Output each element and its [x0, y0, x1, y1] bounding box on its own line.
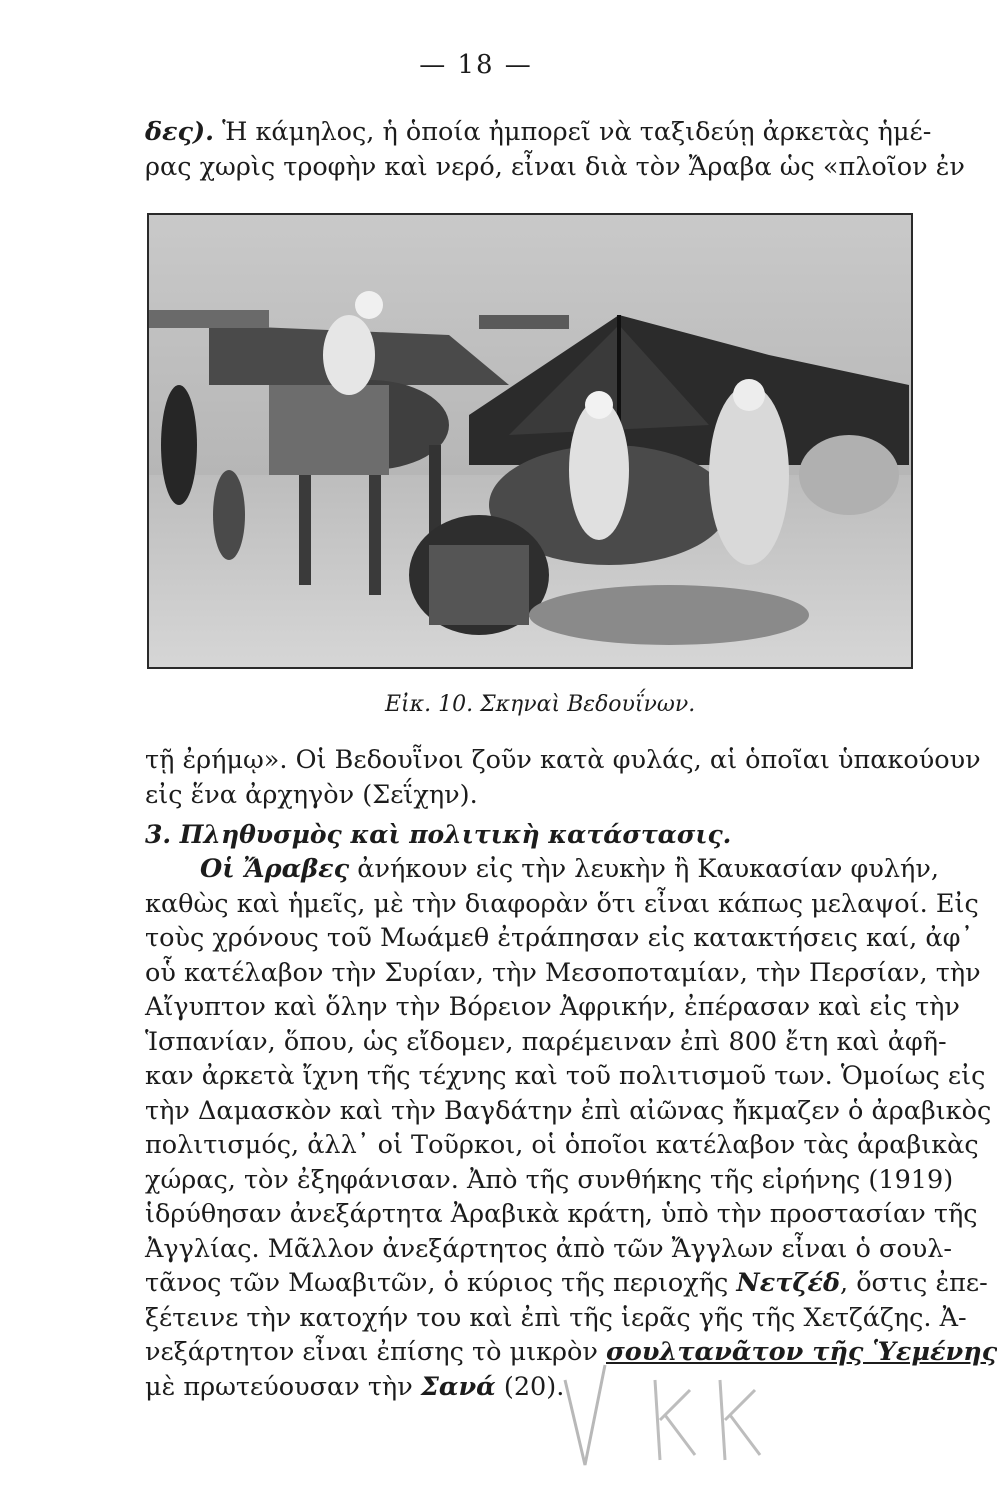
photo-illustration	[149, 215, 911, 667]
text-line: Ἱσπανίαν, ὅπου, ὡς εἴδομεν, παρέμειναν ἐπὶ 800 ἔτη καὶ ἀφῆ-	[145, 1026, 947, 1057]
text-line: ἱδρύθησαν ἀνεξάρτητα Ἀραβικὰ κράτη, ὑπὸ τὴν προστασίαν τῆς	[145, 1199, 978, 1229]
text-line: ρας χωρὶς τροφὴν καὶ νερό, εἶναι διὰ τὸν Ἄραβα ὡς «πλοῖον ἐν	[145, 151, 965, 182]
text-line	[145, 1266, 988, 1301]
text-line: τὴν Δαμασκὸν καὶ τὴν Βαγδάτην ἐπὶ αἰῶνας ἤκμαζεν ὁ ἀραβικὸς	[145, 1095, 992, 1126]
text-fragment: νεξάρτητον εἶναι ἐπίσης τὸ μικρὸν	[145, 1337, 606, 1367]
page-number: — 18 —	[419, 50, 533, 80]
text-line: ξέτεινε τὴν κατοχήν του καὶ ἐπὶ τῆς ἱερᾶς γῆς τῆς Χετζάζης. Ἀ-	[145, 1302, 967, 1333]
text-line: εἰς ἕνα ἀρχηγὸν (Σεΐχην).	[145, 779, 478, 810]
text-fragment: ἀνήκουν εἰς τὴν λευκὴν ἢ Καυκασίαν φυλήν,	[349, 854, 939, 884]
text-line	[145, 1335, 997, 1370]
text-line: χώρας, τὸν ἐξηφάνισαν. Ἀπὸ τῆς συνθήκης τῆς εἰρήνης (1919)	[145, 1164, 954, 1195]
pencil-marks	[555, 1360, 775, 1470]
text-line	[145, 852, 939, 887]
text-line: οὗ κατέλαβον τὴν Συρίαν, τὴν Μεσοποταμίαν, τὴν Περσίαν, τὴν	[145, 957, 981, 988]
text-line: πολιτισμός, ἀλλ᾽ οἱ Τοῦρκοι, οἱ ὁποῖοι κατέλαβον τὰς ἀραβικὰς	[145, 1130, 979, 1160]
text-line: καθὼς καὶ ἡμεῖς, μὲ τὴν διαφορὰν ὅτι εἶναι κάπως μελαψοί. Εἰς	[145, 888, 979, 919]
paragraph-1	[145, 743, 981, 812]
text-fragment: (20).	[495, 1371, 565, 1402]
text-line: τῇ ἐρήμῳ». Οἱ Βεδουῗνοι ζοῦν κατὰ φυλάς, αἱ ὁποῖαι ὑπακούουν	[145, 745, 981, 775]
text-line: καν ἀρκετὰ ἴχνη τῆς τέχνης καὶ τοῦ πολιτισμοῦ των. Ὁμοίως εἰς	[145, 1061, 986, 1091]
section-heading: 3. Πληθυσμὸς καὶ πολιτικὴ κατάστασις.	[145, 820, 732, 849]
text-line	[145, 1370, 905, 1405]
text-line	[145, 115, 932, 150]
figure-caption: Εἰκ. 10. Σκηναὶ Βεδουΐνων.	[385, 692, 696, 717]
text-fragment: Ἡ κάμηλος, ἡ ὁποία ἠμπορεῖ νὰ ταξιδεύῃ ἀρκετὰς ἡμέ-	[213, 117, 932, 147]
text-fragment: μὲ πρωτεύουσαν τὴν	[145, 1371, 421, 1402]
bold-fragment: Σανά	[420, 1371, 496, 1402]
bold-fragment: Νετζέδ	[736, 1268, 840, 1298]
text-fragment: τᾶνος τῶν Μωαβιτῶν, ὁ κύριος τῆς περιοχῆς	[145, 1268, 737, 1298]
text-line: τοὺς χρόνους τοῦ Μωάμεθ ἐτράπησαν εἰς κατακτήσεις καί, ἀφ᾽	[145, 923, 974, 953]
top-paragraph	[145, 115, 965, 184]
bold-fragment: Οἱ Ἄραβες	[200, 854, 350, 884]
figure-photo-bedouin-tents	[147, 213, 913, 669]
bold-fragment: δες).	[145, 117, 214, 147]
text-line: Ἀγγλίας. Μᾶλλον ἀνεξάρτητος ἀπὸ τῶν Ἄγγλων εἶναι ὁ σουλ-	[145, 1233, 953, 1264]
bold-fragment: σουλτανᾶτον τῆς Ὑεμένης	[606, 1337, 997, 1367]
text-fragment: , ὅστις ἐπε-	[839, 1268, 988, 1298]
paragraph-2	[145, 852, 997, 1404]
text-line: Αἴγυπτον καὶ ὅλην τὴν Βόρειον Ἀφρικήν, ἐπέρασαν καὶ εἰς τὴν	[145, 992, 960, 1022]
